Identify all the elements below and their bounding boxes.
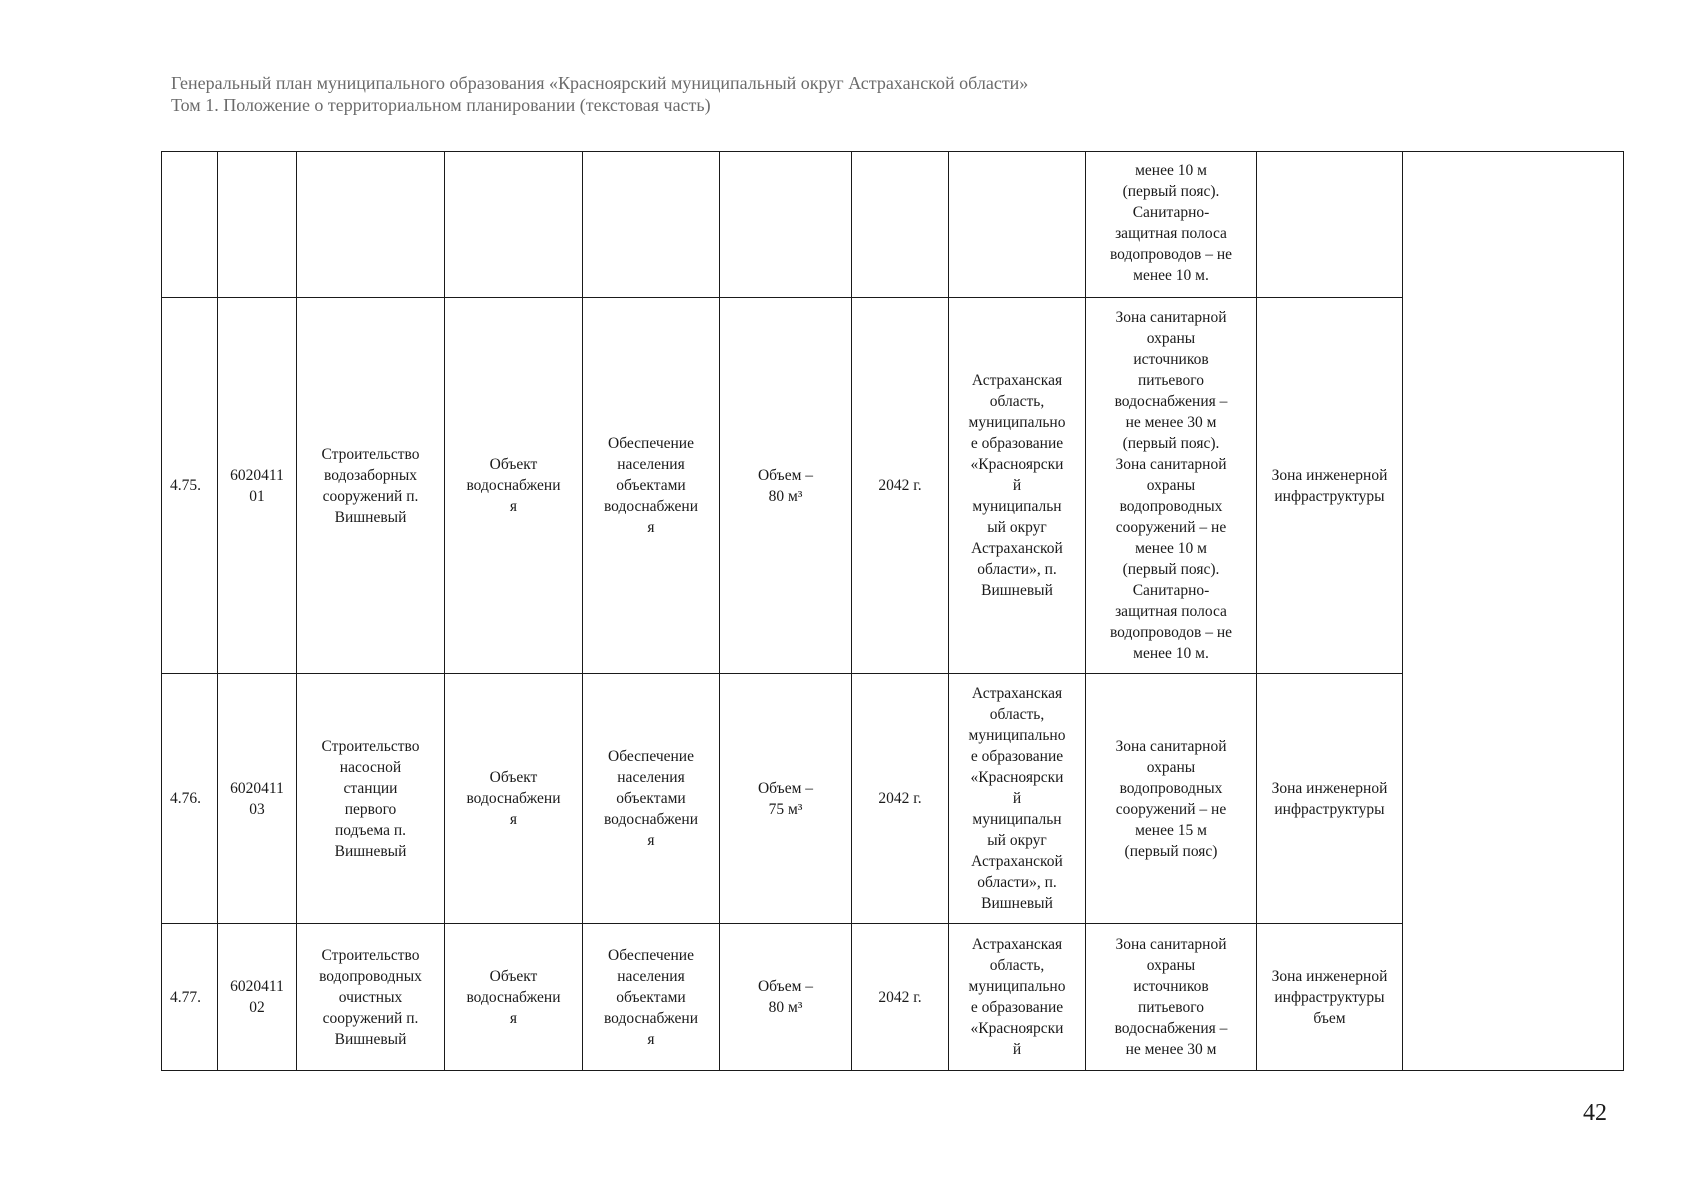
cell-blank-column	[1403, 152, 1624, 1071]
row-zone: Зона санитарной охраны источников питьевого водоснабжения – не менее 30 м (первый пояс). Зона санитарной охраны водопроводных сооружений – не менее 10 м (первый пояс). Санитарно- защитная полоса водопроводов – не менее 10 м.	[1109, 309, 1233, 662]
cell-code	[218, 674, 297, 924]
row-purpose: Обеспечение населения объектами водоснабжени я	[603, 748, 699, 849]
row-name: Строительство водопроводных очистных сооружений п. Вишневый	[319, 946, 422, 1048]
row-location: Астраханская область, муниципально е образование «Красноярски й муниципальн ый округ Астраханской области», п. Вишневый	[968, 685, 1066, 912]
cell-type	[445, 924, 583, 1071]
row-name: Строительство водозаборных сооружений п. Вишневый	[321, 445, 420, 526]
row-year: 2042 г.	[878, 988, 922, 1006]
row-purpose: Обеспечение населения объектами водоснабжени я	[603, 946, 699, 1048]
cell-purpose	[583, 924, 720, 1071]
row-number: 4.77.	[170, 988, 201, 1006]
cell-year	[852, 674, 949, 924]
cell-year	[852, 924, 949, 1071]
row-location: Астраханская область, муниципально е образование «Красноярски й муниципальн ый округ Астраханской области», п. Вишневый	[968, 372, 1066, 599]
row-location: Астраханская область, муниципально е образование «Красноярски й	[968, 936, 1066, 1058]
cell-type	[445, 674, 583, 924]
cell-location	[949, 674, 1086, 924]
cell-num	[162, 924, 218, 1071]
cell-location	[949, 152, 1086, 298]
cell-num	[162, 674, 218, 924]
cell-capacity	[720, 674, 852, 924]
cell-purpose	[583, 298, 720, 674]
zone-text: менее 10 м (первый пояс). Санитарно- защитная полоса водопроводов – не менее 10 м.	[1109, 162, 1233, 284]
row-code: 6020411 03	[230, 779, 284, 818]
cell-year	[852, 298, 949, 674]
row-zone: Зона санитарной охраны водопроводных сооружений – не менее 15 м (первый пояс)	[1115, 737, 1227, 860]
cell-name	[297, 298, 445, 674]
cell-zone	[1086, 924, 1257, 1071]
cell-purpose	[583, 674, 720, 924]
row-functional-zone: Зона инженерной инфраструктуры	[1271, 779, 1388, 818]
cell-location	[949, 298, 1086, 674]
cell-location	[949, 924, 1086, 1071]
cell-name	[297, 924, 445, 1071]
cell-capacity	[720, 924, 852, 1071]
row-type: Объект водоснабжени я	[466, 967, 561, 1027]
cell-functional-zone	[1257, 152, 1403, 298]
table-row	[162, 152, 1624, 298]
cell-num	[162, 298, 218, 674]
row-capacity: Объем – 75 м³	[757, 779, 814, 818]
row-number: 4.76.	[170, 790, 201, 807]
cell-functional-zone	[1257, 674, 1403, 924]
row-capacity: Объем – 80 м³	[757, 978, 814, 1016]
cell-zone	[1086, 152, 1257, 298]
row-year: 2042 г.	[878, 790, 922, 807]
cell-capacity	[720, 298, 852, 674]
cell-capacity	[720, 152, 852, 298]
row-year: 2042 г.	[878, 477, 922, 494]
row-functional-zone: Зона инженерной инфраструктуры	[1271, 466, 1388, 505]
document-title: Генеральный план муниципального образования «Красноярский муниципальный округ Астраханской области»	[171, 73, 1029, 93]
row-zone: Зона санитарной охраны источников питьевого водоснабжения – не менее 30 м	[1114, 936, 1228, 1058]
cell-code	[218, 152, 297, 298]
cell-name	[297, 152, 445, 298]
cell-year	[852, 152, 949, 298]
cell-type	[445, 152, 583, 298]
cell-purpose	[583, 152, 720, 298]
page-header	[171, 72, 1028, 116]
cell-code	[218, 298, 297, 674]
cell-type	[445, 298, 583, 674]
row-type: Объект водоснабжени я	[466, 456, 561, 515]
row-name: Строительство насосной станции первого подъема п. Вишневый	[321, 737, 420, 860]
row-functional-zone: Зона инженерной инфраструктуры бъем	[1271, 967, 1388, 1027]
cell-zone	[1086, 298, 1257, 674]
cell-code	[218, 924, 297, 1071]
objects-table	[161, 151, 1624, 1071]
row-code: 6020411 01	[230, 466, 284, 505]
cell-num	[162, 152, 218, 298]
row-code: 6020411 02	[230, 978, 284, 1016]
cell-functional-zone	[1257, 298, 1403, 674]
row-purpose: Обеспечение населения объектами водоснабжени я	[603, 435, 699, 536]
row-capacity: Объем – 80 м³	[757, 466, 814, 505]
volume-title: Том 1. Положение о территориальном планировании (текстовая часть)	[171, 95, 711, 115]
cell-functional-zone	[1257, 924, 1403, 1071]
cell-name	[297, 674, 445, 924]
row-type: Объект водоснабжени я	[466, 769, 561, 828]
row-number: 4.75.	[170, 477, 201, 494]
cell-zone	[1086, 674, 1257, 924]
page-number: 42	[1583, 1100, 1607, 1126]
